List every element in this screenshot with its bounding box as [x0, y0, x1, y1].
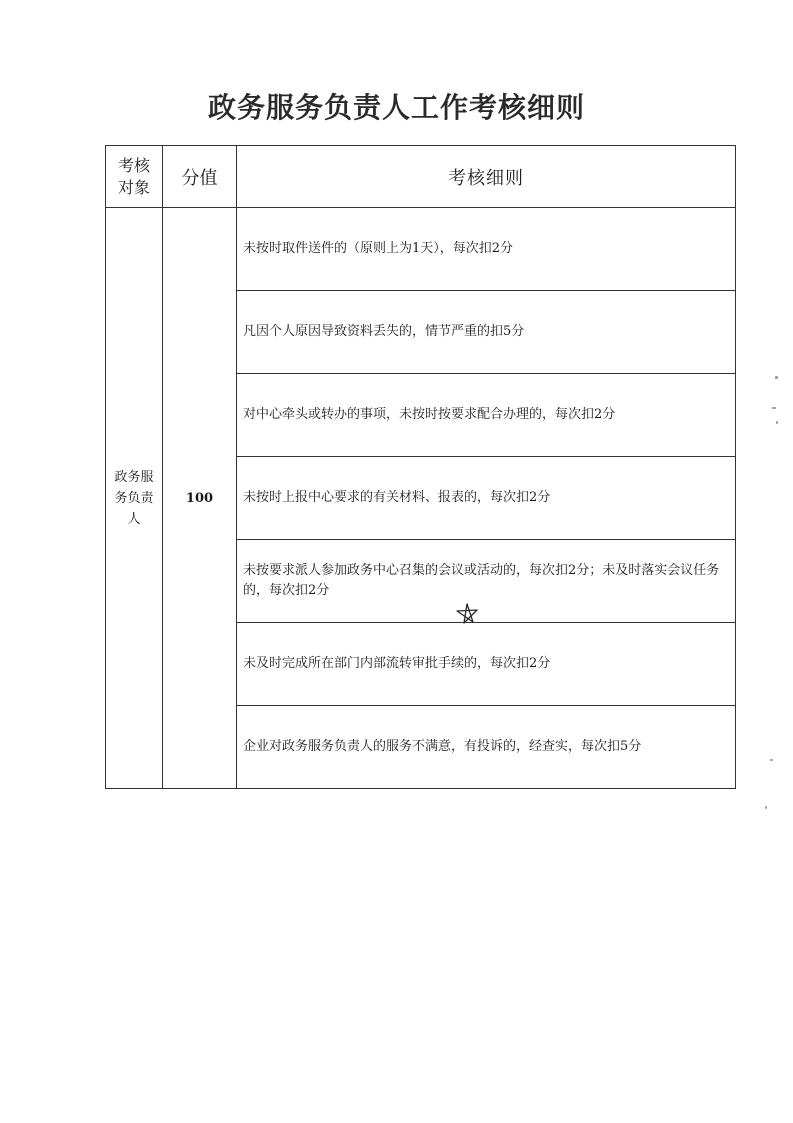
rule-cell-2: 凡因个人原因导致资料丢失的，情节严重的扣5分	[237, 291, 736, 374]
rule-cell-4: 未按时上报中心要求的有关材料、报表的，每次扣2分	[237, 457, 736, 540]
rule-cell-7: 企业对政务服务负责人的服务不满意，有投诉的，经查实，每次扣5分	[237, 706, 736, 789]
handwritten-star-mark	[455, 602, 479, 626]
header-detail: 考核细则	[237, 146, 736, 208]
header-score: 分值	[163, 146, 237, 208]
rule-cell-5: 未按要求派人参加政务中心召集的会议或活动的，每次扣2分；未及时落实会议任务的，每次扣2分	[237, 540, 736, 623]
page-title: 政务服务负责人工作考核细则	[207, 91, 585, 124]
score-cell: 100	[163, 208, 237, 789]
scan-speck	[765, 806, 767, 809]
scan-speck	[775, 376, 778, 379]
rule-cell-1: 未按时取件送件的（原则上为1天），每次扣2分	[237, 208, 736, 291]
rule-cell-6: 未及时完成所在部门内部流转审批手续的，每次扣2分	[237, 623, 736, 706]
table-header-row	[106, 146, 736, 208]
rule-cell-3: 对中心牵头或转办的事项，未按时按要求配合办理的，每次扣2分	[237, 374, 736, 457]
table-row	[106, 208, 736, 291]
scan-speck	[776, 421, 778, 424]
target-cell: 政务服务负责人	[106, 208, 163, 789]
assessment-table	[105, 145, 736, 789]
header-target: 考核对象	[106, 146, 163, 208]
scan-speck	[772, 407, 776, 409]
scan-speck	[770, 759, 773, 761]
